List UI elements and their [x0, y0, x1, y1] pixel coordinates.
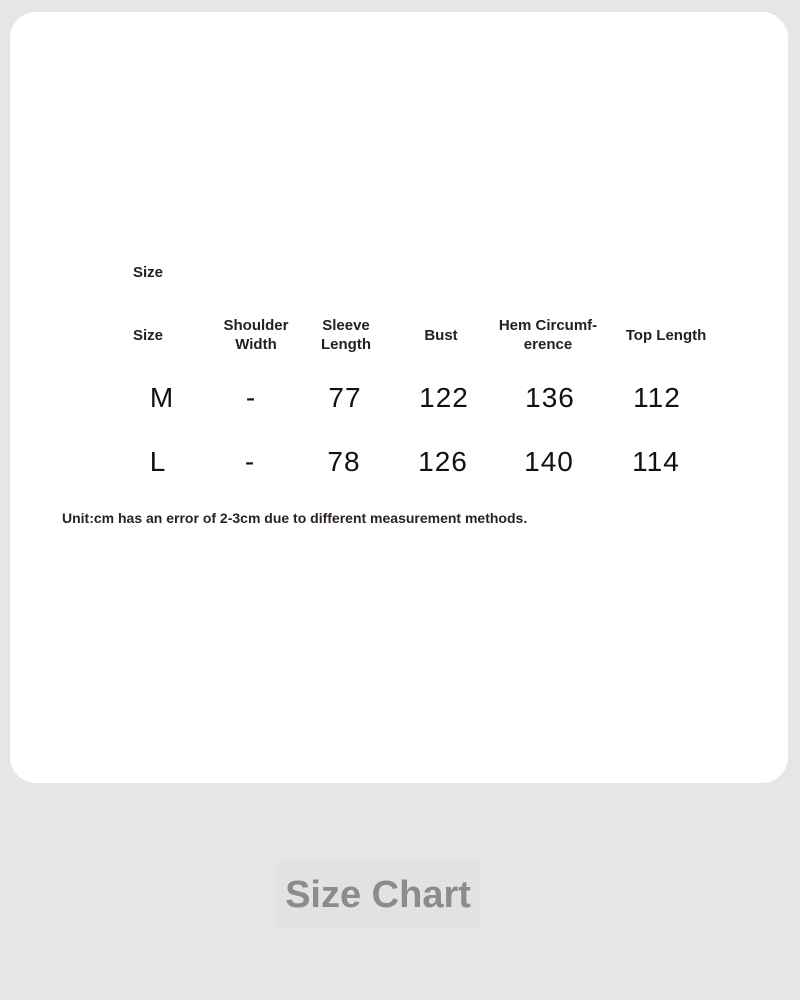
- cell-sleeve-length: 77: [328, 382, 362, 413]
- cell-bust: 126: [418, 446, 468, 477]
- header-size: Size: [132, 326, 163, 344]
- header-hem-circumference: Hem Circumf- erence: [498, 317, 598, 353]
- size-table-caption: Size: [133, 264, 164, 281]
- cell-size: L: [149, 446, 167, 477]
- cell-hem-circumference: 136: [525, 382, 575, 413]
- header-bust: Bust: [424, 326, 458, 344]
- measurement-note: Unit:cm has an error of 2-3cm due to different measurement methods.: [62, 510, 528, 526]
- cell-size: M: [149, 382, 175, 413]
- cell-shoulder-width: -: [244, 446, 256, 477]
- header-sleeve-length: Sleeve Length: [321, 317, 371, 353]
- table-header-row: [10, 315, 788, 355]
- cell-shoulder-width: -: [245, 382, 257, 413]
- cell-top-length: 112: [633, 382, 681, 413]
- cell-sleeve-length: 78: [327, 446, 361, 477]
- header-shoulder-width: Shoulder Width: [223, 317, 289, 353]
- size-chart-card: [10, 12, 788, 783]
- cell-bust: 122: [419, 382, 469, 413]
- cell-hem-circumference: 140: [524, 446, 574, 477]
- table-row: [10, 378, 788, 418]
- cell-top-length: 114: [632, 446, 680, 477]
- table-row: [10, 442, 788, 482]
- size-chart-title: Size Chart: [275, 862, 481, 928]
- header-top-length: Top Length: [625, 326, 707, 344]
